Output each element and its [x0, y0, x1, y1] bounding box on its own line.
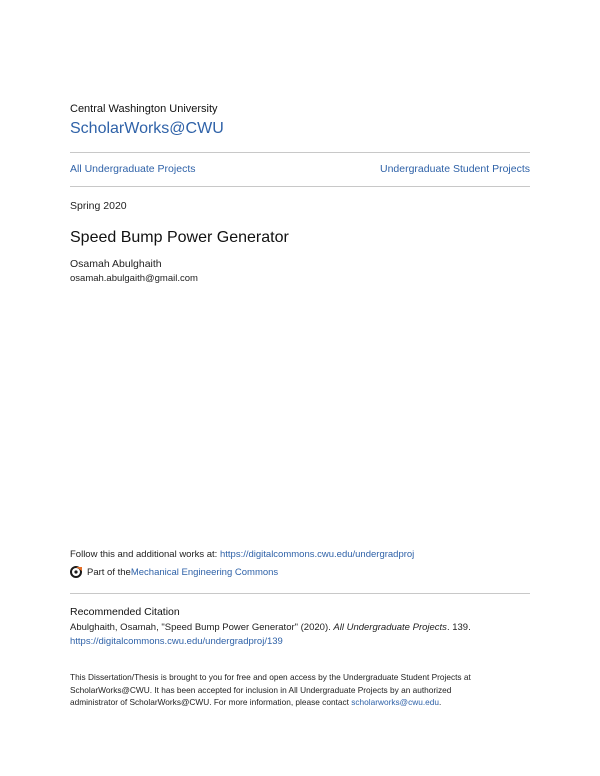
- institution-name: Central Washington University: [70, 103, 218, 115]
- repository-link[interactable]: ScholarWorks@CWU: [70, 120, 224, 137]
- publication-date: Spring 2020: [70, 200, 127, 212]
- divider-top: [70, 152, 530, 153]
- part-of-prefix: Part of the: [87, 566, 131, 578]
- document-title: Speed Bump Power Generator: [70, 229, 289, 246]
- network-commons-icon: [70, 566, 83, 578]
- divider-nav: [70, 186, 530, 187]
- citation-suffix: . 139.: [446, 622, 471, 633]
- part-of-line: [70, 566, 278, 578]
- author-email: osamah.abulgaith@gmail.com: [70, 273, 198, 284]
- follow-url-link[interactable]: https://digitalcommons.cwu.edu/undergradproj: [219, 549, 415, 560]
- citation-url-link[interactable]: https://digitalcommons.cwu.edu/undergradproj/139: [70, 636, 283, 647]
- mechanical-engineering-commons-link[interactable]: Mechanical Engineering Commons: [130, 566, 279, 578]
- footer-line-3-prefix: administrator of ScholarWorks@CWU. For more information, please contact: [70, 697, 352, 707]
- footer-notice: [70, 671, 471, 709]
- follow-line: [70, 549, 414, 560]
- citation-prefix: Abulghaith, Osamah, "Speed Bump Power Generator" (2020).: [70, 622, 334, 633]
- follow-prefix: Follow this and additional works at:: [70, 549, 220, 560]
- footer-line-3-suffix: .: [439, 697, 442, 707]
- contact-email-link[interactable]: scholarworks@cwu.edu: [351, 697, 439, 707]
- citation-heading: Recommended Citation: [70, 606, 180, 618]
- undergraduate-student-projects-link[interactable]: Undergraduate Student Projects: [379, 163, 530, 175]
- footer-line-1: This Dissertation/Thesis is brought to you for free and open access by the Undergraduate Student Projects at: [70, 672, 471, 682]
- citation-text: [70, 622, 471, 633]
- author-name: Osamah Abulghaith: [70, 258, 162, 270]
- all-undergraduate-projects-link[interactable]: All Undergraduate Projects: [70, 163, 196, 175]
- citation-series: All Undergraduate Projects: [333, 622, 447, 633]
- footer-line-3: [70, 696, 471, 709]
- footer-line-2: ScholarWorks@CWU. It has been accepted for inclusion in All Undergraduate Projects by an authorized: [70, 684, 452, 695]
- divider-citation: [70, 593, 530, 594]
